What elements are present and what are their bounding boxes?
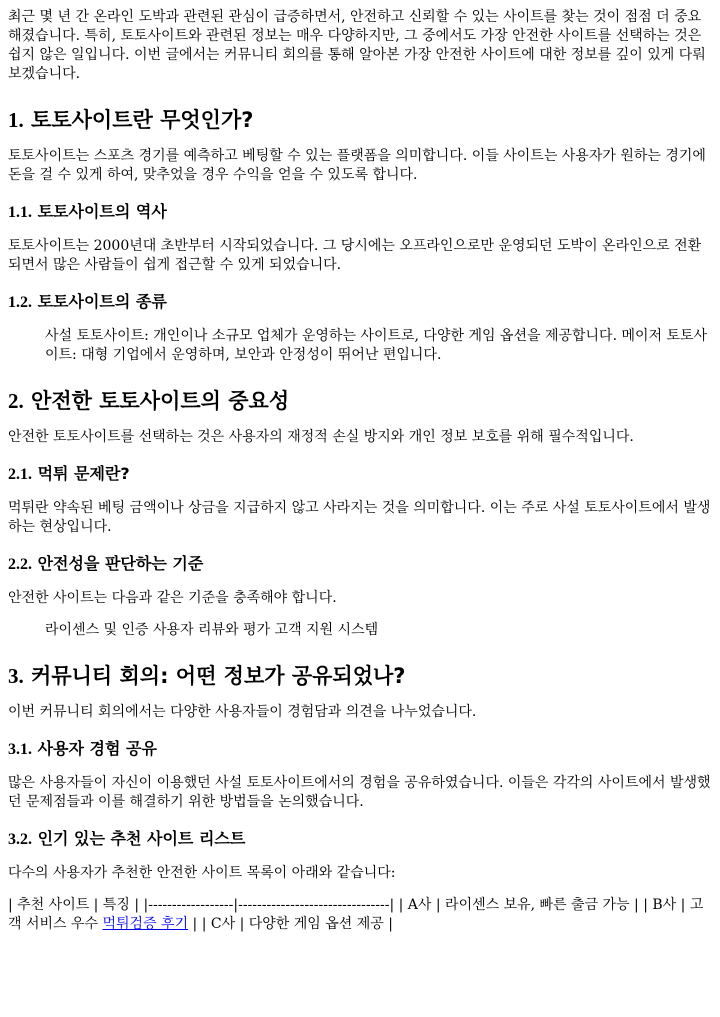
section-2-1-number: 2.1. — [8, 466, 32, 483]
section-1-1-title: 토토사이트의 역사 — [32, 202, 167, 221]
section-3-number: 3. — [8, 664, 24, 688]
section-3-heading — [8, 662, 712, 690]
section-2-2-heading — [8, 553, 712, 576]
section-2-body: 안전한 토토사이트를 선택하는 것은 사용자의 재정적 손실 방지와 개인 정보 보호를 위해 필수적입니다. — [8, 429, 634, 445]
section-1-2-body: 사설 토토사이트: 개인이나 소규모 업체가 운영하는 사이트로, 다양한 게임 옵션을 제공합니다. 메이저 토토사이트: 대형 기업에서 운영하며, 보안과 안정성이 뛰어난 편입니다. — [45, 328, 708, 363]
section-3-1-title: 사용자 경험 공유 — [32, 739, 157, 758]
section-2-2-title: 안전성을 판단하는 기준 — [32, 554, 204, 573]
section-1-title: 토토사이트란 무엇인가? — [23, 108, 254, 132]
section-3-body: 이번 커뮤니티 회의에서는 다양한 사용자들이 경험담과 의견을 나누었습니다. — [8, 704, 477, 720]
section-3-1-number: 3.1. — [8, 741, 32, 758]
section-1-1-heading — [8, 201, 712, 224]
section-2-2-body: 안전한 사이트는 다음과 같은 기준을 충족해야 합니다. — [8, 590, 337, 606]
review-link[interactable]: 먹튀검증 후기 — [102, 916, 189, 932]
section-1-heading — [8, 106, 712, 134]
section-1-2-title: 토토사이트의 종류 — [32, 292, 167, 311]
section-1-1-number: 1.1. — [8, 204, 32, 221]
criteria-list: 라이센스 및 인증 사용자 리뷰와 평가 고객 지원 시스템 — [45, 622, 379, 638]
section-1-1-body: 토토사이트는 2000년대 초반부터 시작되었습니다. 그 당시에는 오프라인으로만 운영되던 도박이 온라인으로 전환되면서 많은 사람들이 쉽게 접근할 수 있게 되었습니다. — [8, 238, 702, 273]
section-2-2-number: 2.2. — [8, 556, 32, 573]
section-2-heading — [8, 387, 712, 415]
section-3-2-title: 인기 있는 추천 사이트 리스트 — [32, 829, 246, 848]
section-2-1-body: 먹튀란 약속된 베팅 금액이나 상금을 지급하지 않고 사라지는 것을 의미합니다. 이는 주로 사설 토토사이트에서 발생하는 현상입니다. — [8, 500, 711, 535]
table-text-before: | 추천 사이트 | 특징 | |------------------|--------------------------------| | A사 | 라이센스 보유, 빠른 출금 가능 | | B사 | 고객 서비스 우수 — [8, 897, 704, 932]
section-3-1-heading — [8, 738, 712, 761]
section-1-2-heading — [8, 291, 712, 314]
section-1-number: 1. — [8, 108, 24, 132]
section-3-title: 커뮤니티 회의: 어떤 정보가 공유되었나? — [23, 664, 406, 688]
section-2-title: 안전한 토토사이트의 중요성 — [23, 389, 290, 413]
section-2-1-heading — [8, 463, 712, 486]
section-1-body: 토토사이트는 스포츠 경기를 예측하고 베팅할 수 있는 플랫폼을 의미합니다. 이들 사이트는 사용자가 원하는 경기에 돈을 걸 수 있게 하여, 맞추었을 경우 수익을 얻을 수 있도록 합니다. — [8, 148, 706, 183]
section-2-number: 2. — [8, 389, 24, 413]
section-3-2-heading — [8, 828, 712, 851]
section-3-2-number: 3.2. — [8, 831, 32, 848]
recommended-sites-table-text — [8, 896, 712, 934]
intro-paragraph: 최근 몇 년 간 온라인 도박과 관련된 관심이 급증하면서, 안전하고 신뢰할 수 있는 사이트를 찾는 것이 점점 더 중요해졌습니다. 특히, 토토사이트와 관련된 정보는 매우 다양하지만, 그 중에서도 가장 안전한 사이트를 선택하는 것은 쉽지 않은 일입니다. 이번 글에서는 커뮤니티 회의를 통해 알아본 가장 안전한 사이트에 대한 정보를 깊이 있게 다뤄보겠습니다. — [8, 9, 706, 82]
section-1-2-number: 1.2. — [8, 294, 32, 311]
section-2-1-title: 먹튀 문제란? — [32, 464, 130, 483]
section-3-1-body: 많은 사용자들이 자신이 이용했던 사설 토토사이트에서의 경험을 공유하였습니다. 이들은 각각의 사이트에서 발생했던 문제점들과 이를 해결하기 위한 방법들을 논의했습니다. — [8, 775, 711, 810]
section-3-2-body: 다수의 사용자가 추천한 안전한 사이트 목록이 아래와 같습니다: — [8, 865, 396, 881]
table-text-after: | | C사 | 다양한 게임 옵션 제공 | — [188, 916, 393, 932]
